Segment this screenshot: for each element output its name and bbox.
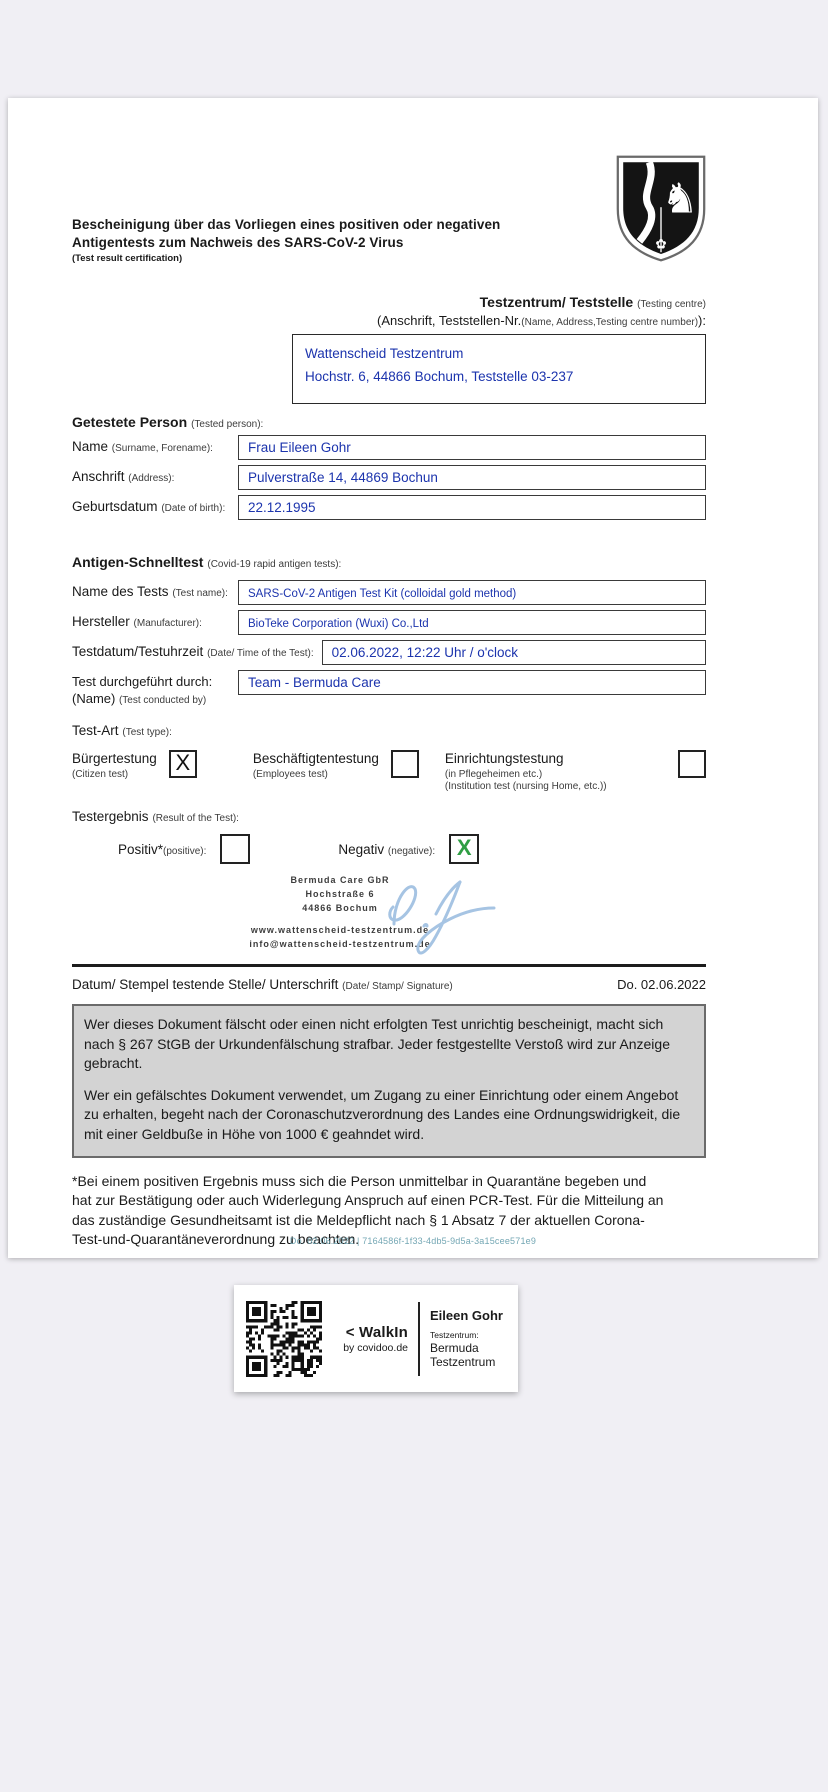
negative-label-note: (negative): <box>387 845 436 857</box>
document-title-translation: (Test result certification) <box>72 253 183 265</box>
warning-paragraph-1: Wer dieses Dokument fälscht oder einen nicht erfolgten Test unrichtig bescheinigt, macht sich nach § 267 StGB der Urkundenfälschung strafbar. Jeder festgestellte Verstoß wird zur Anzeige gebracht. <box>84 1016 670 1072</box>
conductor-label <box>72 670 238 708</box>
conductor-field <box>238 670 706 695</box>
negative-check-mark: X <box>456 835 472 861</box>
tested-person-heading-note: (Tested person): <box>191 419 264 431</box>
checkbox-positive <box>220 834 250 864</box>
stamp-email: info@wattenscheid-testzentrum.de <box>249 938 431 949</box>
testing-centre-name: Wattenscheid Testzentrum <box>305 346 464 362</box>
walkin-brand-sub: by covidoo.de <box>343 1341 408 1354</box>
testing-centre-address-label: (Anschrift, Teststellen-Nr. <box>377 313 522 329</box>
tested-person-heading <box>72 414 706 430</box>
certificate-document <box>8 98 818 1258</box>
option-employee-test <box>253 750 419 780</box>
citizen-test-label-note: (Citizen test) <box>72 769 129 781</box>
stamp-street: Hochstraße 6 <box>305 889 375 900</box>
walkin-brand-name: < WalkIn <box>345 1323 408 1341</box>
legal-warning-box <box>72 1004 706 1158</box>
institution-test-label-text: Einrichtungstestung <box>444 751 564 767</box>
test-name-label-note: (Test name): <box>172 588 228 600</box>
name-field <box>238 435 706 460</box>
testing-centre-box <box>292 334 706 404</box>
row-conductor <box>72 670 706 708</box>
conductor-label-note: (Test conducted by) <box>118 695 207 707</box>
test-datetime-label-text: Testdatum/Testuhrzeit <box>72 644 204 660</box>
card-person-name: Eileen Gohr <box>430 1308 503 1323</box>
checkbox-citizen-test <box>169 750 197 778</box>
negative-label <box>338 842 435 857</box>
test-type-heading-label: Test-Art <box>72 723 119 739</box>
title-block <box>72 216 706 264</box>
test-name-label-text: Name des Tests <box>72 584 169 600</box>
citizen-test-check-mark: X <box>175 750 191 776</box>
address-field <box>238 465 706 490</box>
positive-result-footnote: *Bei einem positiven Ergebnis muss sich die Person unmittelbar in Quarantäne begeben und hat zur Bestätigung oder auch Widerlegung Anspruch auf einen PCR-Test. Für die Mitteilung an das zuständige Gesundheitsamt ist die Meldepflicht nach § 1 Absatz 7 der aktuellen Corona-Test-und-Quarantäneverordnung zu beachten. <box>72 1172 664 1248</box>
test-type-heading-note: (Test type): <box>122 727 172 739</box>
card-centre-label: Testzentrum: <box>430 1330 479 1340</box>
date-stamp-label-note: (Date/ Stamp/ Signature) <box>342 981 453 993</box>
manufacturer-label-note: (Manufacturer): <box>133 618 202 630</box>
conductor-label-name: (Name) <box>72 691 116 707</box>
antigen-test-heading-note: (Covid-19 rapid antigen tests): <box>207 559 342 571</box>
citizen-test-label <box>72 750 157 780</box>
result-heading <box>72 808 706 824</box>
test-name-value: SARS-CoV-2 Antigen Test Kit (colloidal gold method) <box>248 588 517 601</box>
document-title-line2: Antigentests zum Nachweis des SARS-CoV-2 Virus <box>72 235 404 251</box>
stamp-company: Bermuda Care GbR <box>290 875 390 886</box>
walkin-brand <box>330 1324 408 1354</box>
employee-test-label-text: Beschäftigtentestung <box>252 751 379 767</box>
row-manufacturer <box>72 610 706 635</box>
option-citizen-test <box>72 750 197 780</box>
testing-centre-heading <box>72 294 706 310</box>
test-type-heading <box>72 722 706 738</box>
testing-centre-heading-label: Testzentrum/ Teststelle <box>479 294 634 311</box>
birthdate-value: 22.12.1995 <box>248 500 316 516</box>
date-stamp-label <box>72 977 453 992</box>
stamp-signature-area <box>72 874 706 960</box>
testing-centre-address-tail: ): <box>698 313 706 329</box>
result-heading-note: (Result of the Test): <box>152 813 239 825</box>
birthdate-label-text: Geburtsdatum <box>72 499 158 515</box>
institution-test-label-note2: (Institution test (nursing Home, etc.)) <box>444 781 607 793</box>
positive-label-text: Positiv* <box>118 841 164 857</box>
negative-label-text: Negativ <box>338 841 385 857</box>
row-address <box>72 465 706 490</box>
document-title-line1: Bescheinigung über das Vorliegen eines positiven oder negativen <box>72 217 501 232</box>
employee-test-label <box>253 750 379 780</box>
manufacturer-field <box>238 610 706 635</box>
date-stamp-label-text: Datum/ Stempel testende Stelle/ Unterschrift <box>72 977 339 993</box>
divider-rule <box>72 964 706 967</box>
manufacturer-label <box>72 610 238 630</box>
option-institution-test <box>445 750 706 792</box>
test-datetime-label <box>72 640 322 660</box>
testing-centre-section <box>72 294 706 404</box>
card-divider <box>418 1302 420 1376</box>
checkbox-negative <box>449 834 479 864</box>
qr-code <box>246 1301 322 1377</box>
name-label <box>72 435 238 455</box>
test-type-options <box>72 750 706 792</box>
walkin-qr-card <box>234 1285 518 1392</box>
result-heading-label: Testergebnis <box>72 809 149 825</box>
handwritten-signature <box>372 862 502 962</box>
row-birthdate <box>72 495 706 520</box>
manufacturer-label-text: Hersteller <box>72 614 130 630</box>
nrw-coat-of-arms-icon <box>616 154 706 264</box>
svg-text:✿: ✿ <box>655 236 667 253</box>
result-options <box>72 834 706 864</box>
name-value: Frau Eileen Gohr <box>248 440 351 456</box>
test-datetime-value: 02.06.2022, 12:22 Uhr / o'clock <box>331 645 519 661</box>
document-date: Do. 02.06.2022 <box>617 977 706 993</box>
manufacturer-value: BioTeke Corporation (Wuxi) Co.,Ltd <box>248 618 429 631</box>
antigen-test-heading-label: Antigen-Schnelltest <box>72 554 204 571</box>
stamp-city: 44866 Bochum <box>302 902 378 913</box>
date-stamp-row <box>72 977 706 992</box>
row-name <box>72 435 706 460</box>
test-datetime-field <box>322 640 706 665</box>
address-value: Pulverstraße 14, 44869 Bochun <box>248 470 438 486</box>
card-centre-name: Bermuda Testzentrum <box>430 1341 496 1369</box>
birthdate-label-note: (Date of birth): <box>161 503 226 515</box>
checkbox-institution-test <box>678 750 706 778</box>
testing-centre-subheading <box>72 313 706 328</box>
address-label-note: (Address): <box>128 473 175 485</box>
positive-label-note: (positive): <box>163 845 207 857</box>
svg-text:♞: ♞ <box>661 174 699 223</box>
address-label-text: Anschrift <box>72 469 125 485</box>
positive-label <box>118 842 206 857</box>
name-label-note: (Surname, Forename): <box>111 443 213 455</box>
address-label <box>72 465 238 485</box>
employee-test-label-note: (Employees test) <box>252 769 328 781</box>
antigen-test-heading <box>72 554 706 570</box>
institution-test-label-note: (in Pflegeheimen etc.) <box>444 769 543 781</box>
document-id-footer: Do. 02.06.2022 | 7164586f-1f33-4db5-9d5a-3a15cee571e9 <box>289 1236 537 1246</box>
card-holder-info <box>430 1308 506 1369</box>
test-name-label <box>72 580 238 600</box>
test-name-field <box>238 580 706 605</box>
stamp-website: www.wattenscheid-testzentrum.de <box>250 924 430 935</box>
institution-test-label <box>445 750 607 792</box>
row-test-datetime <box>72 640 706 665</box>
birthdate-label <box>72 495 238 515</box>
checkbox-employee-test <box>391 750 419 778</box>
tested-person-heading-label: Getestete Person <box>72 414 188 431</box>
testing-centre-heading-note: (Testing centre) <box>637 299 706 311</box>
row-test-name <box>72 580 706 605</box>
test-datetime-label-note: (Date/ Time of the Test): <box>207 648 314 660</box>
testing-centre-address-note: (Name, Address,Testing centre number) <box>521 317 699 329</box>
warning-paragraph-2: Wer ein gefälschtes Dokument verwendet, um Zugang zu einer Einrichtung oder einem Angebot zu erhalten, begeht nach der Coronaschutzverordnung des Landes eine Ordnungswidrigkeit, die mit einer Geldbuße in Höhe von 1000 € geahndet wird. <box>84 1086 681 1143</box>
conductor-value: Team - Bermuda Care <box>248 675 381 691</box>
name-label-text: Name <box>72 439 109 455</box>
citizen-test-label-text: Bürgertestung <box>72 751 157 767</box>
conductor-label-line2 <box>72 691 238 708</box>
birthdate-field <box>238 495 706 520</box>
conductor-label-text: Test durchgeführt durch: <box>72 674 213 690</box>
testing-centre-address: Hochstr. 6, 44866 Bochum, Teststelle 03-237 <box>305 369 574 385</box>
